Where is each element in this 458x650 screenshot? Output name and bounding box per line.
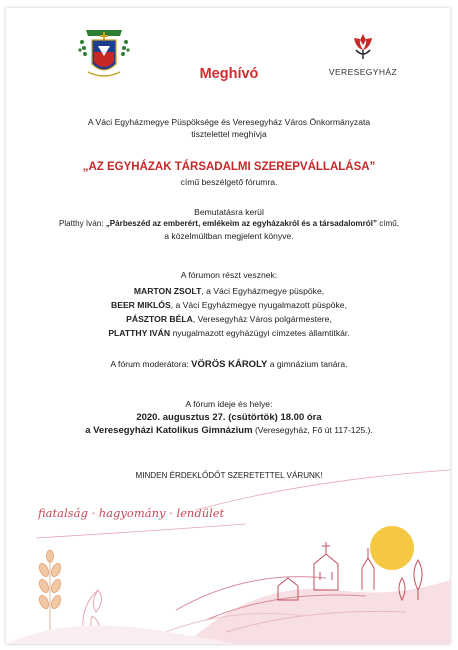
closing-line: MINDEN ÉRDEKLŐDŐT SZERETETTEL VÁRUNK! (135, 471, 323, 480)
sun-icon (370, 526, 414, 570)
participants-intro: A fórumon részt vesznek: (180, 270, 278, 280)
logo-text: VERESEGYHÁZ (328, 67, 398, 77)
participant-role: , a Váci Egyházmegye püspöke, (201, 286, 325, 296)
time-place-intro: A fórum ideje és helye: (185, 399, 273, 409)
book-author: Platthy Iván: (58, 219, 104, 228)
event-block (40, 160, 418, 188)
moderator-role: a gimnázium tanára. (267, 359, 348, 369)
participant-name: PLATTHY IVÁN (108, 328, 171, 338)
participant-item (40, 298, 418, 312)
participant-role: , a Váci Egyházmegye nyugalmazott püspöke, (170, 300, 347, 310)
tulip-logo-icon (351, 32, 375, 60)
book-intro: Bemutatásra kerül (194, 207, 264, 217)
intro-text (40, 116, 418, 140)
landscape-illustration (6, 440, 450, 644)
book-title: „Párbeszéd az emberért, emlékeim az egyházakról és a társadalomról” (105, 219, 378, 228)
book-suffix: című, (377, 219, 400, 228)
participant-name: MARTON ZSOLT (133, 286, 202, 296)
intro-line-2: tisztelettel meghívja (191, 129, 267, 139)
participant-name: PÁSZTOR BÉLA (126, 314, 193, 324)
moderator-name: VÖRÖS KÁROLY (191, 359, 268, 370)
book-line (40, 218, 418, 230)
intro-line-1: A Váci Egyházmegye Püspöksége és Veresegyház Város Önkormányzata (87, 117, 371, 127)
participants-block (40, 268, 418, 340)
event-date: 2020. augusztus 27. (csütörtök) 18.00 óra (136, 412, 322, 423)
page-title: Meghívó (199, 66, 259, 82)
participant-role: , Veresegyház Város polgármestere, (192, 314, 332, 324)
participant-name: BEER MIKLÓS (111, 300, 171, 310)
event-venue: a Veresegyházi Katolikus Gimnázium (85, 425, 253, 436)
book-block (40, 206, 418, 242)
event-address: (Veresegyház, Fő út 117-125.). (252, 425, 373, 435)
event-name: „AZ EGYHÁZAK TÁRSADALMI SZEREPVÁLLALÁSA” (82, 161, 376, 173)
participant-item (40, 312, 418, 326)
participant-item (40, 284, 418, 298)
book-line-2: a közelmúltban megjelent könyve. (164, 231, 294, 241)
event-venue-line (40, 424, 418, 437)
moderator-label: A fórum moderátora: (110, 359, 192, 369)
slogan: fiatalság · hagyomány · lendület (38, 506, 225, 520)
church-icon (314, 542, 338, 590)
time-place-block (40, 398, 418, 437)
participant-role: nyugalmazott egyházügyi címzetes államtitkár. (170, 328, 350, 338)
moderator-line (40, 358, 418, 371)
event-subtitle: című beszélgető fórumra. (180, 177, 278, 187)
participant-item (40, 326, 418, 340)
